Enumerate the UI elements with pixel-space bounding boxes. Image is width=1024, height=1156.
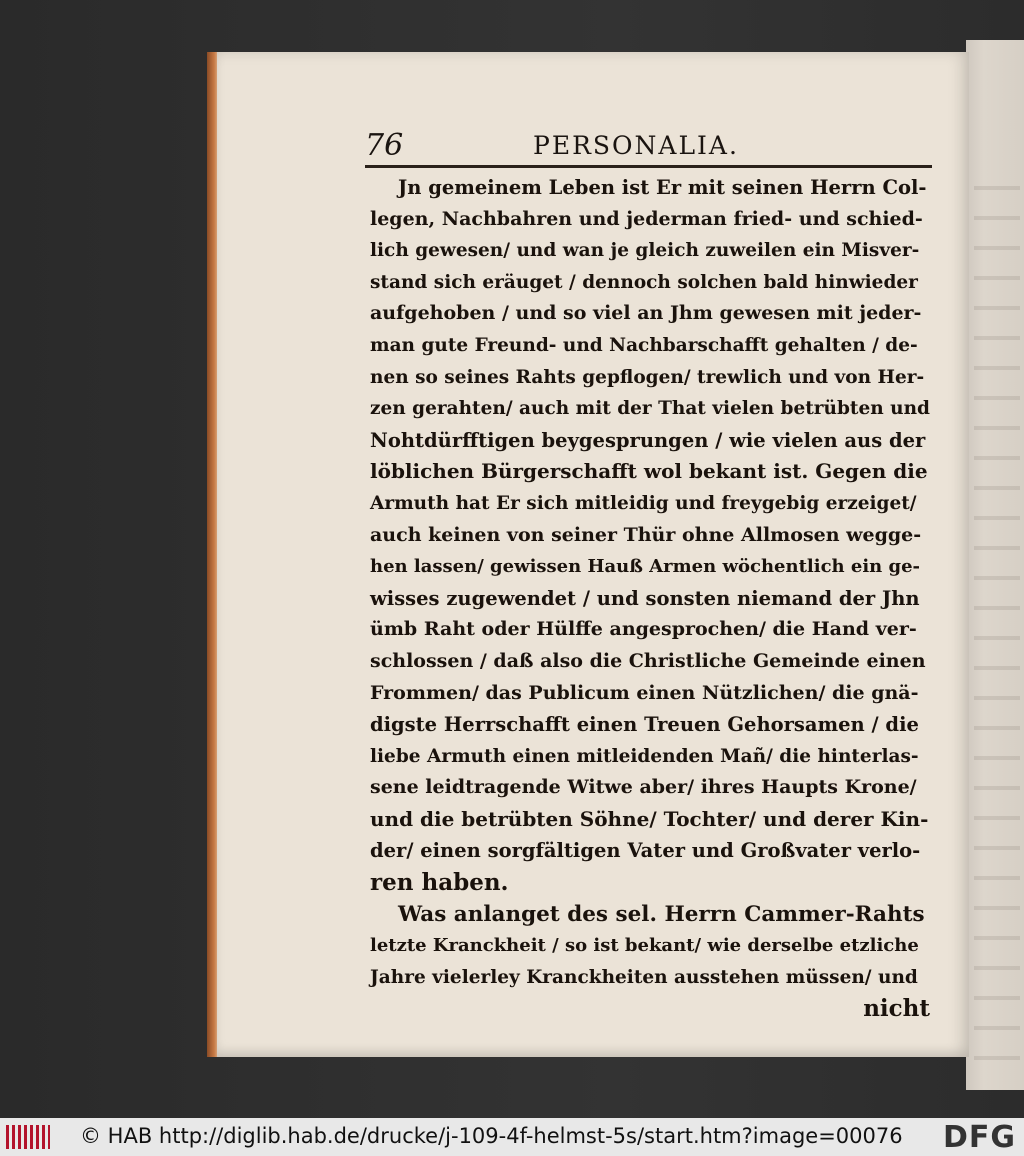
body-text bbox=[370, 172, 930, 1025]
bleed-through-text bbox=[974, 160, 1020, 1060]
text-line: schlossen / daß also die Christliche Gemeinde einen bbox=[370, 649, 926, 672]
text-line: ümb Raht oder Hülffe angesprochen/ die Hand ver- bbox=[370, 618, 917, 641]
text-line: man gute Freund- und Nachbarschafft gehalten / de- bbox=[370, 334, 918, 356]
text-line: Jahre vielerley Kranckheiten ausstehen müssen/ und bbox=[370, 966, 918, 988]
page-number: 76 bbox=[365, 128, 404, 163]
text-line: hen lassen/ gewissen Hauß Armen wöchentlich ein ge- bbox=[370, 556, 921, 578]
text-line: nen so seines Rahts gepflogen/ trewlich und von Her- bbox=[370, 366, 925, 388]
text-line: sene leidtragende Witwe aber/ ihres Haupts Krone/ bbox=[370, 776, 917, 799]
text-line: Jn gemeinem Leben ist Er mit seinen Herrn Col- bbox=[398, 176, 927, 199]
text-line: Armuth hat Er sich mitleidig und freygebig erzeiget/ bbox=[370, 492, 917, 514]
text-line: Frommen/ das Publicum einen Nützlichen/ die gnä- bbox=[370, 681, 919, 704]
text-line: löblichen Bürgerschafft wol bekant ist. Gegen die bbox=[370, 459, 928, 484]
hab-logo-icon bbox=[6, 1125, 50, 1149]
text-line: der/ einen sorgfältigen Vater und Großvater verlo- bbox=[370, 839, 921, 863]
text-line: lich gewesen/ und wan je gleich zuweilen ein Misver- bbox=[370, 240, 920, 262]
text-line: wisses zugewendet / und sonsten niemand der Jhn bbox=[370, 586, 920, 610]
text-line: und die betrübten Söhne/ Tochter/ und derer Kin- bbox=[370, 806, 929, 831]
text-line: zen gerahten/ auch mit der That vielen betrübten und bbox=[370, 398, 930, 420]
text-line: Was anlanget des sel. Herrn Cammer-Rahts bbox=[398, 901, 925, 927]
running-head: PERSONALIA. bbox=[533, 131, 739, 160]
text-line: liebe Armuth einen mitleidenden Mañ/ die hinterlas- bbox=[370, 745, 919, 767]
text-line: ren haben. bbox=[370, 869, 509, 897]
facing-page-edge bbox=[966, 40, 1024, 1090]
dfg-logo: DFG bbox=[942, 1120, 1016, 1155]
text-line: auch keinen von seiner Thür ohne Allmosen wegge- bbox=[370, 523, 922, 546]
source-link[interactable]: © HAB http://diglib.hab.de/drucke/j-109-4f-helmst-5s/start.htm?image=00076 bbox=[80, 1124, 903, 1148]
text-line: letzte Kranckheit / so ist bekant/ wie derselbe etzliche bbox=[370, 935, 919, 957]
header-rule bbox=[365, 165, 932, 168]
viewer-footer bbox=[0, 1118, 1024, 1156]
text-line: legen, Nachbahren und jederman fried- und schied- bbox=[370, 207, 923, 230]
text-line: Nohtdürfftigen beygesprungen / wie vielen aus der bbox=[370, 428, 926, 452]
text-line: digste Herrschafft einen Treuen Gehorsamen / die bbox=[370, 713, 919, 737]
text-line: aufgehoben / und so viel an Jhm gewesen mit jeder- bbox=[370, 302, 922, 325]
text-line: stand sich eräuget / dennoch solchen bald hinwieder bbox=[370, 271, 918, 293]
catchword: nicht bbox=[863, 995, 930, 1023]
